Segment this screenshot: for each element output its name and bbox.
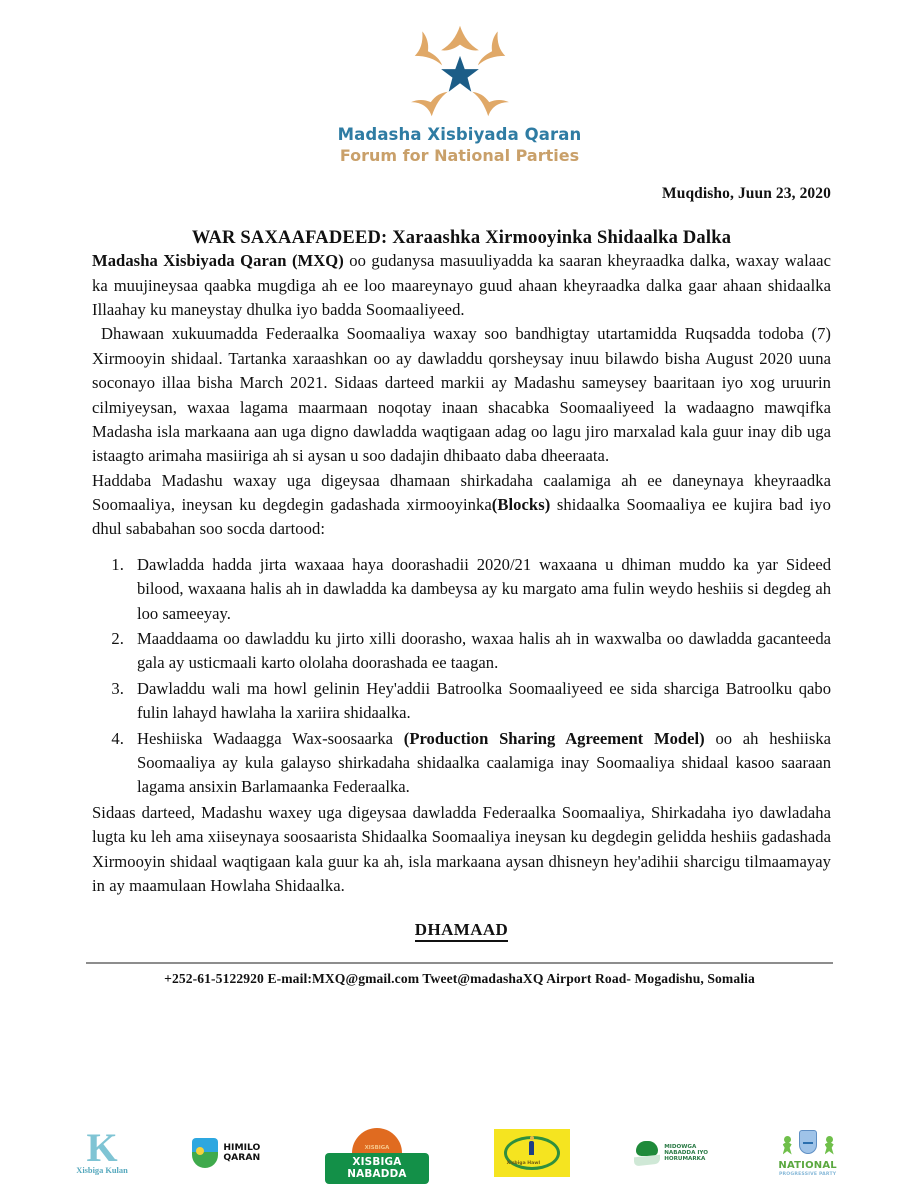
logo-xisbiga-nabadda xyxy=(325,1118,429,1188)
paragraph-warning-blocks: (Blocks) xyxy=(491,495,551,515)
paragraph-warning-a: Haddaba Madashu waxay uga digeysaa dhamaan shirkadaha caalamiga ah ee daneynaya kheyraadka Soomaaliya, ineysan ku degdegin gadashada xirmooyinka xyxy=(92,470,831,515)
himilo-line1: HIMILO xyxy=(223,1142,261,1154)
document-body xyxy=(0,185,919,940)
sunrise-icon xyxy=(325,1123,429,1153)
logo-midowga-nabadda-iyo-horumarka xyxy=(634,1118,708,1188)
midowga-line3: HORUMARKA xyxy=(664,1156,706,1163)
list-item-text-b: oo ah heshiiska Soomaaliya ay kula galayso shirkadaha shidaalka caalamiga inay Soomaaliya shidaal kasoo saaraan lagama ansixin Barlamaanka Federaalka. xyxy=(137,728,831,797)
footer-contact: +252-61-5122920 E-mail:MXQ@gmail.com Tweet@madashaXQ Airport Road- Mogadishu, Somalia xyxy=(164,971,755,987)
organization-logo xyxy=(0,0,919,165)
logo-himilo-qaran xyxy=(192,1118,260,1188)
logo-title: Madasha Xisbiyada Qaran xyxy=(337,125,582,144)
list-item xyxy=(128,553,831,626)
midowga-line1: MIDOWGA xyxy=(664,1143,697,1150)
himilo-shield-icon xyxy=(192,1138,218,1168)
paragraph-intro-lead: Madasha Xisbiyada Qaran (MXQ) xyxy=(92,251,344,271)
closing-word xyxy=(92,920,831,940)
midowga-line2: NABADDA IYO xyxy=(664,1149,709,1156)
list-item-text-a: Heshiiska Wadaagga Wax-soosaarka xyxy=(137,728,404,748)
nabadda-sun-label: XISBIGA xyxy=(364,1144,390,1151)
list-item xyxy=(128,677,831,726)
kulan-label: Xisbiga Kulan xyxy=(76,1166,128,1175)
hawl-label: Xisbiga Hawl xyxy=(506,1161,541,1167)
reasons-list xyxy=(92,553,831,800)
hawl-card-icon xyxy=(494,1129,570,1177)
list-item-text-bold: (Production Sharing Agreement Model) xyxy=(403,728,705,748)
list-item-text: Maaddaama oo dawladdu ku jirto xilli doorasho, waxaa halis ah in waxwalba oo dawladda gacanteeda gala ay usticmaali karto ololaha doorashada ee taagan. xyxy=(137,629,831,673)
npp-line1: NATIONAL xyxy=(778,1159,837,1171)
logo-national-progressive-party xyxy=(773,1118,843,1188)
paragraph-intro xyxy=(92,249,831,322)
logo-hawl-iyo-hanti xyxy=(494,1118,570,1188)
dateline: Muqdisho, Juun 23, 2020 xyxy=(662,185,831,203)
paragraph-intro-rest: oo gudanysa masuuliyadda ka saaran kheyraadka dalka, waxay walaac ka muujineysaa qaabka mugdiga ah ee loo maareynayo guud ahaan kheyraadka dalka gaar ahaan shidaalka Illaahay ku maneystay dhulka iyo badda Soomaaliyeed. xyxy=(92,251,831,319)
npp-line2: PROGRESSIVE PARTY xyxy=(778,1171,837,1177)
paragraph-background: Dhawaan xukuumadda Federaalka Soomaaliya waxay soo bandhigtay utartamidda Ruqsadda todoba (7) Xirmooyin shidaal. Tartanka xaraashkan oo ay dawladdu qorsheysay inuu bilawdo bisha August 2020 uuna soconayo illaa bisha March 2021. Sidaas darteed markii ay Madashu sameysey baaritaan iyo xog uruurin cilmiyeysan, waxaa lagama maarmaan noqotay inaan shacabka Soomaaliyeed la wadaagno mawqifka Madasha isla markaana aan uga digno dawladda waqtigaan adag oo lagu jiro marxalad kala guur inay dib uga istaagto arimaha masiiriga ah si aysan u soo dadajin dhibaato daba dheeraata. xyxy=(92,324,831,466)
closing-word-text: DHAMAAD xyxy=(415,920,508,942)
kulan-k-icon: K xyxy=(86,1125,118,1170)
footer-divider xyxy=(86,962,833,964)
paragraph-warning-b: shidaalka Soomaaliya ee kujira bad iyo dhul sababahan soo socda dartood: xyxy=(92,495,831,539)
tree-icon xyxy=(634,1141,660,1165)
logo-xisbiga-kulan xyxy=(76,1118,127,1188)
list-item xyxy=(128,627,831,676)
nabadda-label: XISBIGA NABADDA xyxy=(325,1153,429,1184)
paragraph-warning xyxy=(92,469,831,542)
list-item-text: Dawladda hadda jirta waxaaa haya doorashadii 2020/21 waxaana u dhiman muddo ka yar Sideed bilood, waxaana halis ah in dawladda ka dambeysa ay ku margato ama fulin weydo heshiis si degdeg ah loo sameeyay. xyxy=(137,554,831,623)
logo-subtitle: Forum for National Parties xyxy=(339,145,580,165)
starfish-logo-icon xyxy=(402,22,518,120)
list-item-text: Dawladdu wali ma howl gelinin Hey'addii Batroolka Soomaaliyeed ee sida sharciga Batroolku qabo fulin lahayd hawlaha la xariira shidaalka. xyxy=(137,678,831,723)
people-and-shield-icon xyxy=(773,1130,843,1160)
himilo-line2: QARAN xyxy=(223,1152,261,1163)
paragraph-conclusion: Sidaas darteed, Madashu waxey uga digeysaa dawladda Federaalka Soomaaliya, Shirkadaha iyo dawladaha lugta ku leh ama xiiseynaya soosaarista Shidaalka Soomaaliya ineysan ku degdegin gelidda heshiis gadashada Xirmooyin shidaal waqtigaan kala guur ka ah, isla markaana aysan dhisneyn hey'adihii sharcigu tilmaamayay in ay maamulaan Howlaha Shidaalka. xyxy=(92,802,831,895)
list-item xyxy=(128,727,831,800)
party-logo-strip xyxy=(0,1114,919,1192)
page-title: WAR SAXAAFADEED: Xaraashka Xirmooyinka Shidaalka Dalka xyxy=(191,228,732,249)
